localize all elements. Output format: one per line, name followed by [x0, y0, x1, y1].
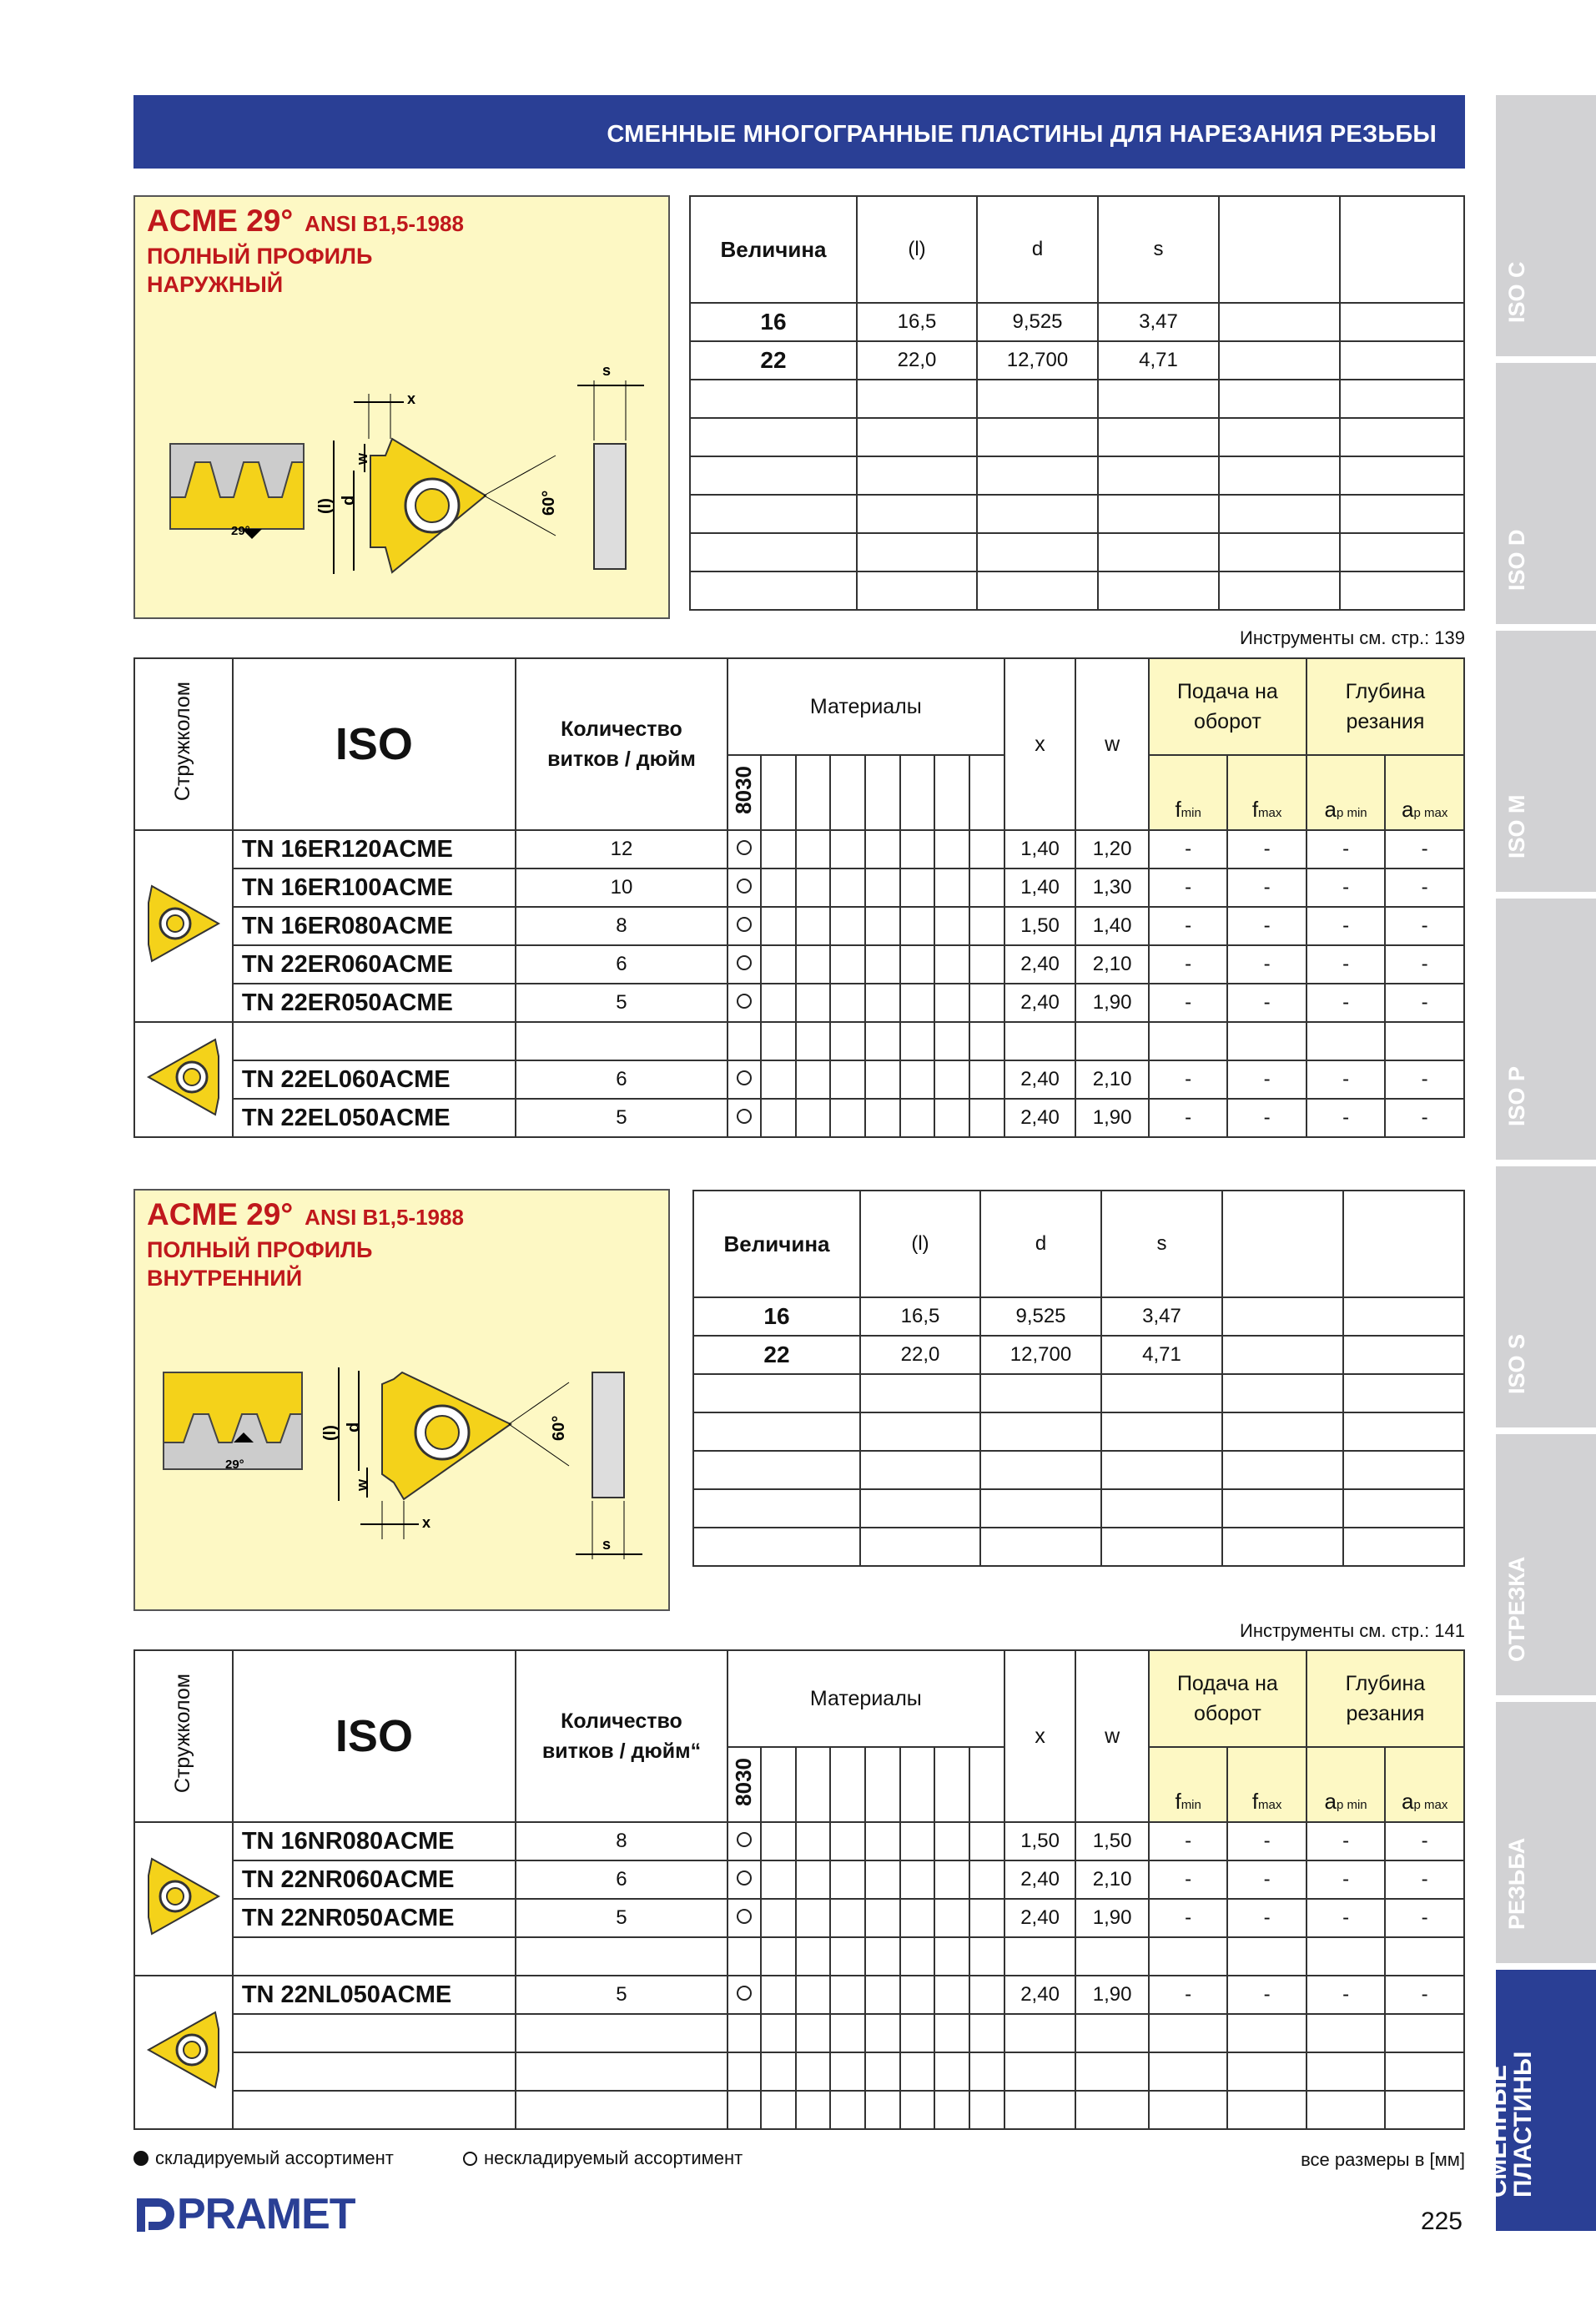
dim-s-label: s	[602, 1536, 612, 1553]
table-row: TN 22NR060ACME 6 2,40 2,10 - - - -	[134, 1860, 1464, 1899]
header-iso: ISO	[233, 658, 516, 830]
sidebar-tab-iso-d[interactable]: ISO D	[1496, 363, 1596, 624]
dim-l-label: (l)	[321, 1425, 340, 1441]
header-feed: Подача на оборот	[1149, 1650, 1307, 1747]
nonstock-marker	[737, 1070, 752, 1085]
insert-right-icon	[142, 878, 225, 969]
header-apmin: ap min	[1307, 755, 1385, 830]
dim-l-label: (l)	[316, 498, 335, 514]
dim-d-label: d	[345, 1422, 363, 1432]
profile-line1: ПОЛНЫЙ ПРОФИЛЬ	[147, 1237, 373, 1262]
table-row: TN 16ER120ACME 12 1,40 1,20 - - - -	[134, 830, 1464, 868]
header-fmax: fmax	[1227, 755, 1306, 830]
table-row: TN 22ER050ACME 5 2,40 1,90 - - - -	[134, 984, 1464, 1022]
table-row: TN 22EL060ACME 6 2,40 2,10 - - - -	[134, 1060, 1464, 1099]
sidebar-tab-threading[interactable]: РЕЗЬБА	[1496, 1702, 1596, 1963]
sidebar-tab-inserts[interactable]: СМЕННЫЕ ПЛАСТИНЫ	[1496, 1970, 1596, 2231]
dim-x-label: x	[407, 390, 416, 407]
table-row: TN 22ER060ACME 6 2,40 2,10 - - - -	[134, 945, 1464, 984]
chipbreaker-image-right	[134, 1822, 233, 1976]
nonstock-marker	[737, 917, 752, 932]
header-w: w	[1075, 1650, 1149, 1822]
dims-row: 16 16,5 9,525 3,47	[693, 1297, 1464, 1336]
page-number: 225	[1420, 2208, 1463, 2235]
insert-left-icon	[142, 2004, 225, 2096]
profile-standard: ANSI B1,5-1988	[305, 1205, 464, 1230]
dim-d-label: d	[340, 495, 358, 506]
dim-w-label: w	[354, 452, 370, 465]
header-tpi: Количество витков / дюйм	[516, 658, 728, 830]
dims-row: 16 16,5 9,525 3,47	[690, 303, 1464, 341]
profile-box-internal	[133, 1189, 670, 1611]
header-chipbreaker: Стружколом	[171, 681, 195, 802]
table-row: TN 22NL050ACME 5 2,40 1,90 - - - -	[134, 1976, 1464, 2014]
header-fmax: fmax	[1227, 1747, 1306, 1822]
dims-header-s: s	[1101, 1191, 1222, 1297]
header-chipbreaker: Стружколом	[171, 1673, 195, 1794]
brand-logo: PRAMET	[133, 2191, 355, 2238]
table-row: TN 16NR080ACME 8 1,50 1,50 - - - -	[134, 1822, 1464, 1860]
chipbreaker-image-right	[134, 830, 233, 1022]
tools-ref-external: Инструменты см. стр.: 139	[1240, 627, 1465, 648]
profile-line2: ВНУТРЕННИЙ	[147, 1266, 303, 1291]
dim-x-label: x	[422, 1514, 431, 1531]
insert-table-internal	[133, 1649, 1465, 2130]
dim-w-label: w	[354, 1478, 370, 1491]
header-depth: Глубина резания	[1307, 1650, 1464, 1747]
grade-8030: 8030	[731, 765, 757, 814]
header-apmin: ap min	[1307, 1747, 1385, 1822]
sidebar-tab-cutoff[interactable]: ОТРЕЗКА	[1496, 1434, 1596, 1695]
insert-right-icon	[142, 1850, 225, 1942]
dims-row: 22 22,0 12,700 4,71	[690, 341, 1464, 380]
insert-table-external	[133, 657, 1465, 1138]
profile-standard: ANSI B1,5-1988	[305, 211, 464, 236]
header-feed: Подача на оборот	[1149, 658, 1307, 755]
header-x: x	[1004, 1650, 1076, 1822]
nonstock-circle-icon	[463, 2152, 477, 2166]
page-title: СМЕННЫЕ МНОГОГРАННЫЕ ПЛАСТИНЫ ДЛЯ НАРЕЗАНИЯ РЕЗЬБЫ	[607, 121, 1437, 148]
sidebar-tab-iso-p[interactable]: ISO P	[1496, 899, 1596, 1160]
page-header	[133, 95, 1465, 169]
table-row: TN 22EL050ACME 5 2,40 1,90 - - - -	[134, 1099, 1464, 1137]
header-w: w	[1075, 658, 1149, 830]
nonstock-marker	[737, 1109, 752, 1124]
dims-header-l: (l)	[857, 196, 977, 303]
thread-angle-label: 29°	[225, 1458, 244, 1472]
profile-line1: ПОЛНЫЙ ПРОФИЛЬ	[147, 244, 373, 269]
grade-8030: 8030	[731, 1757, 757, 1806]
thread-angle-label: 29°	[231, 524, 250, 538]
nonstock-marker	[737, 1832, 752, 1847]
dims-header-d: d	[980, 1191, 1101, 1297]
legend-nonstock: нескладируемый ассортимент	[463, 2147, 743, 2169]
header-fmin: fmin	[1149, 1747, 1227, 1822]
dims-header-size: Величина	[693, 1191, 860, 1297]
header-apmax: ap max	[1385, 1747, 1464, 1822]
sidebar-tab-iso-s[interactable]: ISO S	[1496, 1166, 1596, 1427]
profile-box-external	[133, 195, 670, 619]
header-materials: Материалы	[728, 658, 1004, 755]
sidebar-tab-iso-m[interactable]: ISO M	[1496, 631, 1596, 892]
nonstock-marker	[737, 1909, 752, 1924]
chipbreaker-image-left	[134, 1022, 233, 1137]
nonstock-marker	[737, 879, 752, 894]
legend-stock: складируемый ассортимент	[133, 2147, 394, 2169]
sidebar-tab-iso-c[interactable]: ISO C	[1496, 95, 1596, 356]
dims-header-size: Величина	[690, 196, 857, 303]
header-tpi: Количество витков / дюйм“	[516, 1650, 728, 1822]
dims-header-s: s	[1098, 196, 1219, 303]
insert-left-icon	[142, 1031, 225, 1123]
dim-s-label: s	[602, 362, 612, 379]
dims-table-external	[689, 195, 1465, 611]
header-materials: Материалы	[728, 1650, 1004, 1747]
nonstock-marker	[737, 955, 752, 970]
profile-title: ACME 29°	[147, 204, 294, 238]
nonstock-marker	[737, 1986, 752, 2001]
nonstock-marker	[737, 1870, 752, 1886]
header-iso: ISO	[233, 1650, 516, 1822]
header-apmax: ap max	[1385, 755, 1464, 830]
header-depth: Глубина резания	[1307, 658, 1464, 755]
header-x: x	[1004, 658, 1076, 830]
angle-label: 60°	[540, 490, 558, 516]
units-note: все размеры в [мм]	[1301, 2149, 1465, 2170]
insert-diagram-external	[135, 197, 672, 621]
dims-row: 22 22,0 12,700 4,71	[693, 1336, 1464, 1374]
profile-title: ACME 29°	[147, 1197, 294, 1231]
table-row: TN 16ER100ACME 10 1,40 1,30 - - - -	[134, 868, 1464, 907]
dims-header-d: d	[977, 196, 1098, 303]
dims-header-l: (l)	[860, 1191, 980, 1297]
dims-table-internal	[692, 1190, 1465, 1567]
profile-line2: НАРУЖНЫЙ	[147, 272, 284, 297]
nonstock-marker	[737, 840, 752, 855]
pramet-logo-icon	[133, 2193, 175, 2235]
header-fmin: fmin	[1149, 755, 1227, 830]
insert-diagram-internal	[135, 1191, 672, 1613]
chipbreaker-image-left	[134, 1976, 233, 2129]
stock-dot-icon	[133, 2151, 149, 2166]
tools-ref-internal: Инструменты см. стр.: 141	[1240, 1620, 1465, 1641]
angle-label: 60°	[550, 1415, 568, 1441]
table-row: TN 16ER080ACME 8 1,50 1,40 - - - -	[134, 907, 1464, 945]
nonstock-marker	[737, 994, 752, 1009]
table-row: TN 22NR050ACME 5 2,40 1,90 - - - -	[134, 1899, 1464, 1937]
